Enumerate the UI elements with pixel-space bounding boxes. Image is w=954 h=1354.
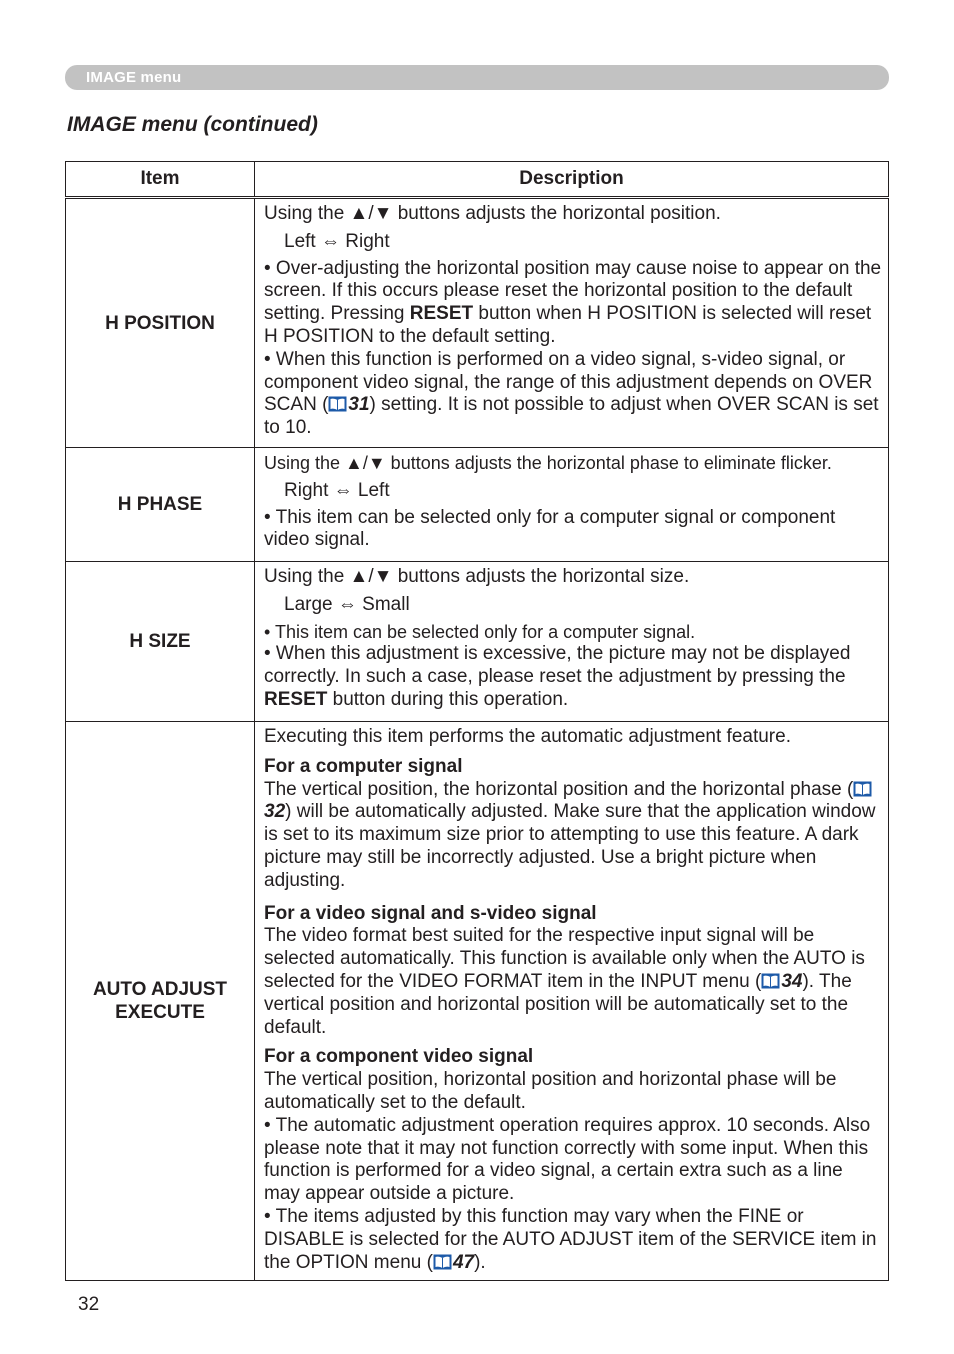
table-row xyxy=(66,198,889,448)
subheading-video-signal: For a video signal and s-video signal xyxy=(264,902,597,924)
table-row xyxy=(66,448,889,562)
description-h-size xyxy=(255,562,889,722)
description-auto-adjust xyxy=(255,722,889,1281)
section-header-bar xyxy=(65,65,889,90)
book-icon xyxy=(433,1254,452,1270)
note-text: • The automatic adjustment operation requires approx. 10 seconds. Also please note that it may not function correctly with some input. When this function is performed for a video signal, a certain extra such as a line may appear outside a picture. xyxy=(264,1114,871,1205)
table-row xyxy=(66,562,889,722)
subheading-computer-signal: For a computer signal xyxy=(264,755,463,777)
intro-text: Using the ▲/▼ buttons adjusts the horizontal position. xyxy=(264,203,721,224)
table-row xyxy=(66,722,889,1281)
paragraph-video-signal: The video format best suited for the respective input signal will be selected automatically. This function is available only when the AUTO is selected for the VIDEO FORMAT item in the INPUT menu ( 34). The vertical position and horizontal position will be automatically set to the default. xyxy=(264,925,865,1038)
description-h-phase xyxy=(255,448,889,562)
item-h-size: H SIZE xyxy=(66,562,255,722)
range-text: Left ⇔ Right xyxy=(284,230,390,252)
section-label: IMAGE menu xyxy=(86,69,182,86)
range-text: Large ⇔ Small xyxy=(284,593,410,615)
note-text: • When this adjustment is excessive, the picture may not be displayed correctly. In such a case, please reset the adjustment by pressing the RESET button during this operation. xyxy=(264,643,851,710)
range-text: Right ⇔ Left xyxy=(284,479,390,501)
note-text: • This item can be selected only for a computer signal or component video signal. xyxy=(264,506,836,551)
column-header-description: Description xyxy=(255,162,889,198)
note-text: • The items adjusted by this function may vary when the FINE or DISABLE is selected for the AUTO ADJUST item of the SERVICE item in the OPTION menu ( 47). xyxy=(264,1205,877,1273)
page-reference: 32 xyxy=(264,801,286,823)
item-h-phase: H PHASE xyxy=(66,448,255,562)
paragraph-computer-signal: The vertical position, the horizontal position and the horizontal phase (32) will be automatically adjusted. Make sure that the application window is set to its maximum size prior to attempting to use this feature. A dark picture may still be incorrectly adjusted. Use a bright picture when adjusting. xyxy=(264,778,876,891)
book-icon xyxy=(328,396,347,412)
intro-text: Executing this item performs the automatic adjustment feature. xyxy=(264,726,791,747)
table-header-row xyxy=(66,162,889,198)
column-header-item: Item xyxy=(66,162,255,198)
note-text: • When this function is performed on a video signal, s-video signal, or component video signal, the range of this adjustment depends on OVER SCAN ( 31) setting. It is not possible to adjust when OVER SCAN is set to 10. xyxy=(264,348,879,439)
page-reference: 31 xyxy=(348,394,370,416)
menu-table xyxy=(65,161,889,1281)
subheading-component-signal: For a component video signal xyxy=(264,1046,534,1068)
intro-text: Using the ▲/▼ buttons adjusts the horizontal size. xyxy=(264,566,690,587)
page-reference: 47 xyxy=(452,1251,475,1273)
page-title: IMAGE menu (continued) xyxy=(67,113,318,136)
intro-text: Using the ▲/▼ buttons adjusts the horizontal phase to eliminate flicker. xyxy=(264,453,832,473)
page-reference: 34 xyxy=(781,970,803,992)
page-number: 32 xyxy=(78,1294,100,1315)
paragraph-component-signal: The vertical position, horizontal position and horizontal phase will be automatically set to the default. xyxy=(264,1069,837,1113)
item-h-position: H POSITION xyxy=(66,198,255,448)
item-auto-adjust-execute: AUTO ADJUST EXECUTE xyxy=(66,722,255,1281)
note-text: • This item can be selected only for a computer signal. xyxy=(264,621,696,642)
book-icon xyxy=(761,973,780,989)
book-icon xyxy=(853,781,872,797)
description-h-position xyxy=(255,198,889,448)
note-text: • Over-adjusting the horizontal position may cause noise to appear on the screen. If this occurs please reset the horizontal position to the default setting. Pressing RESET button when H POSITION is selected will reset H POSITION to the default setting. xyxy=(264,257,882,347)
